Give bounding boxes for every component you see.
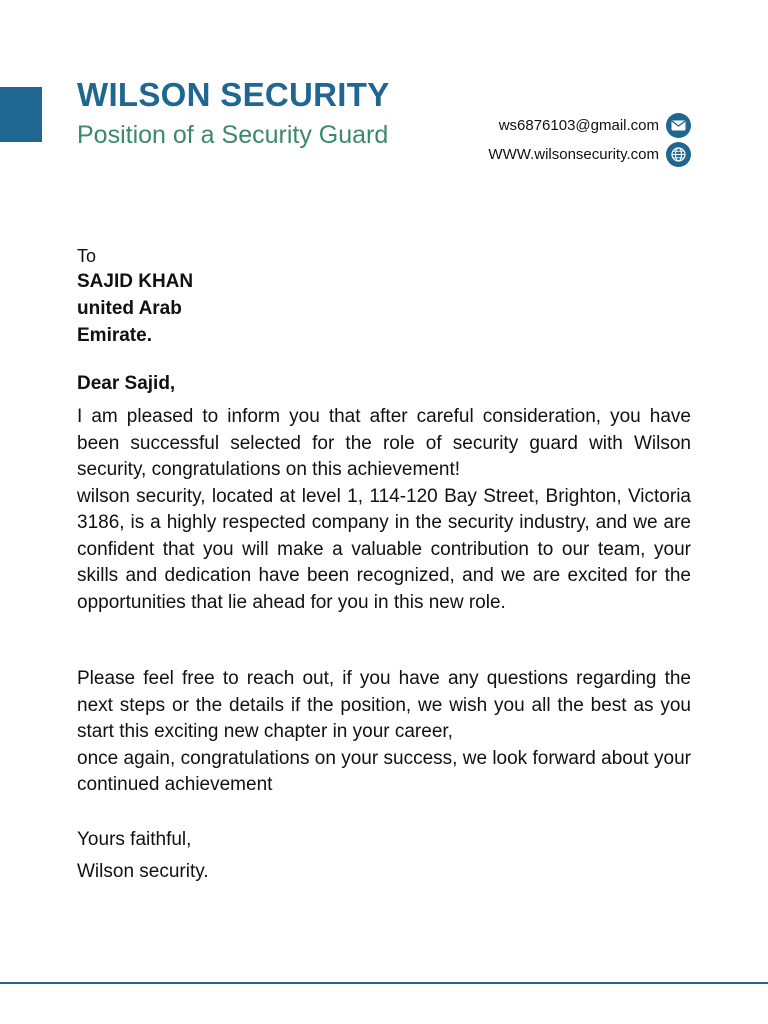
- to-label: To: [77, 246, 97, 266]
- footer-divider: [0, 982, 768, 984]
- globe-icon: [666, 142, 691, 167]
- recipient-address-line1: united Arab: [77, 298, 182, 319]
- sign-off: Yours faithful,: [77, 829, 192, 850]
- body-paragraph-2: [77, 666, 691, 799]
- recipient-address-line2: Emirate.: [77, 325, 152, 346]
- position-title: Position of a Security Guard: [77, 121, 389, 149]
- email-contact[interactable]: [499, 113, 691, 138]
- website-text[interactable]: WWW.wilsonsecurity.com: [488, 146, 659, 163]
- header-accent-bar: [0, 87, 42, 142]
- recipient-name: SAJID KHAN: [77, 271, 194, 292]
- recipient-block: [77, 268, 691, 349]
- envelope-icon: [666, 113, 691, 138]
- company-name: WILSON SECURITY: [77, 76, 390, 113]
- email-text[interactable]: ws6876103@gmail.com: [498, 117, 659, 134]
- body-paragraph-1: [77, 404, 691, 616]
- body-p2-line2: once again, congratulations on your success, we look forward about your continued achievement: [77, 747, 691, 795]
- body-p2-line1: Please feel free to reach out, if you have any questions regarding the next steps or the details if the position, we wish you all the best as you start this exciting new chapter in your career,: [77, 668, 691, 742]
- body-p1-line1: I am pleased to inform you that after careful consideration, you have been successful selected for the role of security guard with Wilson security, congratulations on this achievement!: [77, 406, 691, 480]
- salutation: Dear Sajid,: [77, 373, 176, 394]
- body-p1-line2: wilson security, located at level 1, 114-120 Bay Street, Brighton, Victoria 3186, is a highly respected company in the security industry, and we are confident that you will make a valuable contribution to our team, your skills and dedication have been recognized, and we are excited for the opportunities that lie ahead for you in this new role.: [77, 485, 691, 613]
- closing-block: [77, 824, 691, 888]
- website-contact[interactable]: [488, 142, 691, 167]
- signature: Wilson security.: [77, 861, 209, 882]
